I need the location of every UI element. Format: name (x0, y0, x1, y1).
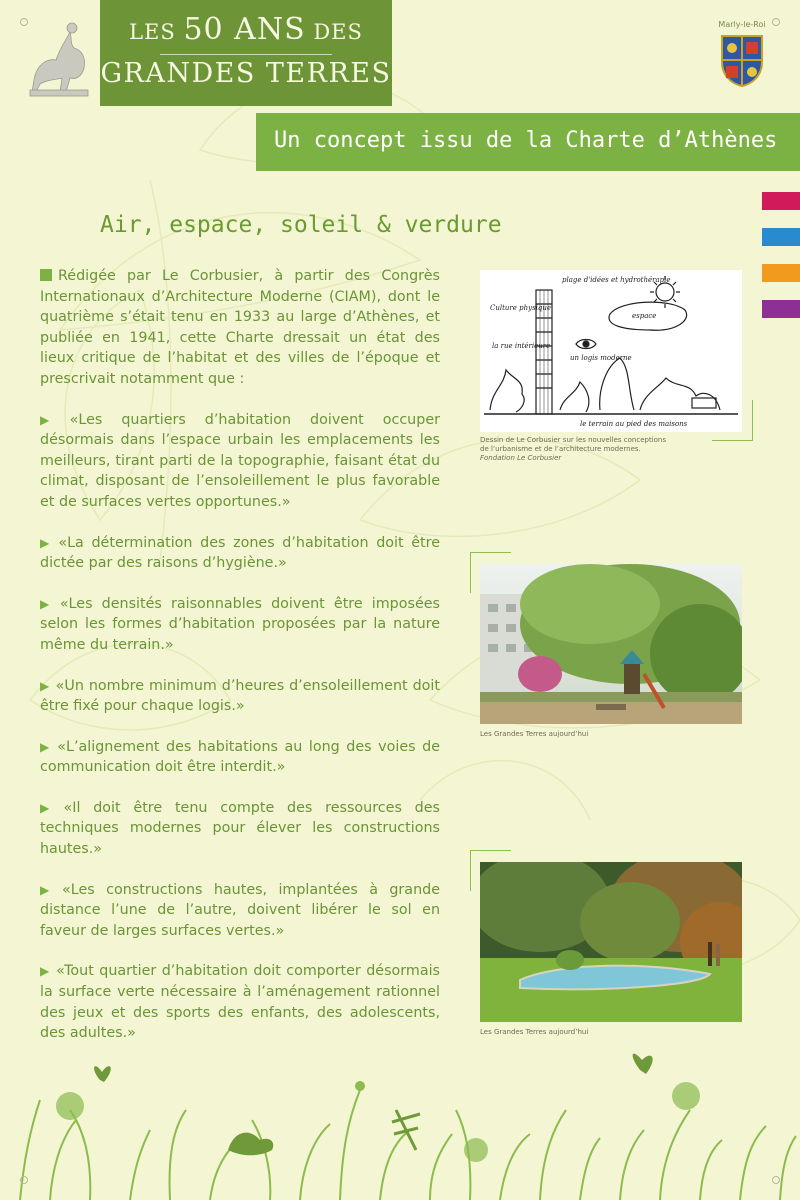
quote-paragraph (40, 676, 440, 717)
corner-marker (772, 1176, 780, 1184)
sketch-label-bottom: le terrain au pied des maisons (580, 420, 688, 428)
caption-line: de l’urbanisme et de l’architecture modernes. (480, 445, 641, 453)
header-divider (160, 54, 332, 55)
sketch-label-espace: espace (632, 312, 657, 320)
header-title-line2: GRANDES TERRES (100, 58, 392, 89)
bullet-triangle-icon: ▶ (40, 739, 52, 754)
bullet-triangle-icon: ▶ (40, 596, 54, 611)
bullet-triangle-icon: ▶ (40, 964, 51, 979)
intro-text: Rédigée par Le Corbusier, à partir des Congrès Internationaux d’Architecture Moderne (CIAM), dont le quatrième s’était tenu en 1933 au large d’Athènes, et publiée en 1941, cette Charte dressait un état des lieux critique de l’habitat et des villes de l’époque et prescrivait notamment que : (40, 268, 440, 387)
sketch-label-top: plage d'idées et hydrothérapie (562, 276, 671, 284)
figure-2-caption: Les Grandes Terres aujourd’hui (480, 730, 589, 738)
quote-text: «L’alignement des habitations au long des voies de communication doit être interdit.» (40, 738, 441, 776)
header-word-50-ans: 50 ANS (183, 12, 306, 47)
quote-paragraph (40, 533, 440, 574)
quote-paragraph (40, 737, 440, 778)
bullet-triangle-icon: ▶ (40, 678, 50, 693)
bullet-triangle-icon: ▶ (40, 535, 53, 550)
quote-paragraph (40, 594, 440, 656)
figure-3-caption: Les Grandes Terres aujourd’hui (480, 1028, 589, 1036)
quote-text: «Les quartiers d’habitation doivent occuper désormais dans l’espace urbain les emplacements les meilleurs, tirant parti de la topographie, faisant état du climat, disposant de l’ensoleillement le plus favorable et de surfaces vertes opportunes.» (40, 411, 440, 510)
section-heading: Air, espace, soleil & verdure (100, 212, 502, 238)
quote-text: «Un nombre minimum d’heures d’ensoleillement doit être fixé pour chaque logis.» (40, 677, 440, 715)
header-word-des: DES (313, 20, 363, 44)
le-corbusier-sketch (480, 270, 742, 432)
bullet-square-icon (40, 269, 52, 281)
photo-playground (480, 564, 742, 724)
quote-text: «Les constructions hautes, implantées à grande distance l’une de l’autre, doivent libérer le sol en faveur de larges surfaces vertes.» (40, 881, 440, 939)
quote-paragraph (40, 961, 440, 1043)
coat-of-arms-icon (718, 32, 766, 88)
crest-label: Marly-le-Roi (718, 20, 766, 29)
butterfly-icon (633, 1054, 653, 1074)
bullet-triangle-icon: ▶ (40, 800, 58, 815)
quote-text: «Tout quartier d’habitation doit comporter désormais la surface verte nécessaire à l’aménagement rationnel des jeux et des sports des enfants, des adolescents, des adultes.» (40, 963, 440, 1042)
caption-credit: Fondation Le Corbusier (480, 454, 562, 462)
footer-plants-illustration (0, 1050, 800, 1200)
header-word-les: LES (129, 20, 176, 44)
concept-title: Un concept issu de la Charte d’Athènes (274, 128, 778, 153)
corner-bracket (712, 400, 753, 441)
quote-paragraph (40, 880, 440, 942)
header-banner (100, 0, 392, 106)
color-tab-purple (762, 300, 800, 318)
color-tab-orange (762, 264, 800, 282)
sketch-label-logis: un logis moderne (570, 354, 632, 362)
caption-line: Dessin de Le Corbusier sur les nouvelles conceptions (480, 436, 667, 444)
quote-paragraph (40, 798, 440, 860)
quote-text: «Il doit être tenu compte des ressources des techniques modernes pour élever les constructions hautes.» (40, 799, 440, 858)
corner-bracket (470, 552, 511, 593)
corner-marker (772, 18, 780, 26)
concept-title-bar (256, 113, 800, 171)
color-tab-magenta (762, 192, 800, 210)
bird-icon (228, 1133, 273, 1156)
photo-park-pond (480, 862, 742, 1022)
sketch-label-rue: la rue intérieure (492, 342, 551, 350)
butterfly-icon (94, 1066, 111, 1082)
quote-paragraph (40, 410, 440, 513)
corner-bracket (470, 850, 511, 891)
sketch-label-culture: Culture physique (490, 304, 552, 312)
intro-paragraph (40, 266, 440, 390)
header-title-line1 (100, 12, 392, 47)
quote-text: «Les densités raisonnables doivent être imposées selon les formes d’habitation proposées par la nature même du terrain.» (40, 595, 440, 653)
bullet-triangle-icon: ▶ (40, 882, 57, 897)
bullet-triangle-icon: ▶ (40, 412, 64, 427)
figure-1-caption (480, 436, 700, 463)
corner-marker (20, 18, 28, 26)
quote-text: «La détermination des zones d’habitation doit être dictée par des raisons d’hygiène.» (40, 534, 441, 572)
body-text-column (40, 266, 440, 1064)
color-tab-blue (762, 228, 800, 246)
corner-marker (20, 1176, 28, 1184)
statue-icon (26, 18, 96, 98)
